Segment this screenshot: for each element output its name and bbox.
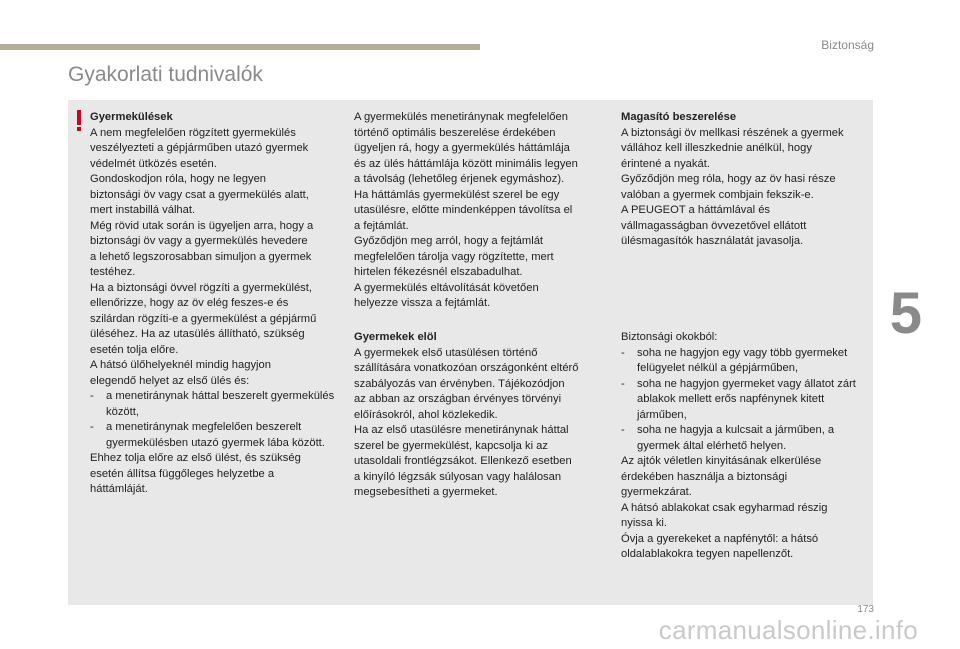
- text-line: Győződjön meg róla, hogy az öv hasi része: [621, 173, 836, 185]
- text-line: szerel be gyermekülést, kapcsolja ki az: [354, 439, 549, 452]
- text-line: Az ajtók véletlen kinyitásának elkerülése: [621, 455, 822, 467]
- text-line: vállához kell illeszkednie anélkül, hogy: [621, 142, 812, 154]
- booster-column: [621, 110, 871, 250]
- text-line: a lehető legszorosabban simuljon a gyermek: [90, 250, 312, 263]
- text-line: szállítására vonatkozóan országonként eltérő: [354, 362, 579, 374]
- text-line: valóban a gyermek combjain fekszik-e.: [621, 188, 814, 201]
- booster-heading: Magasító beszerelése: [621, 111, 737, 123]
- text-line: ülésmagasítók használatát javasolja.: [621, 235, 804, 247]
- text-line: A nem megfelelően rögzített gyermekülés: [90, 126, 296, 139]
- text-line: az abban az országban érvényes törvényi: [354, 393, 562, 405]
- bullet-text: soha ne hagyja a kulcsait a járműben, a gyermek által elérhető helyen.: [637, 424, 835, 452]
- text-line: a fejtámlát.: [354, 219, 409, 232]
- text-line: A hátsó ülőhelyeknél mindig hagyjon: [90, 359, 271, 371]
- text-line: megsebesítheti a gyermeket.: [354, 486, 498, 498]
- bullet-item: [90, 420, 340, 451]
- section-label: Biztonság: [821, 38, 874, 52]
- bullet-text: soha ne hagyjon gyermeket vagy állatot zárt ablakok mellett erős napfénynek kitett járműben,: [637, 377, 856, 421]
- safety-reasons-column: [621, 330, 871, 563]
- bullet-text: a menetiránynak háttal beszerelt gyermekülés között,: [106, 390, 335, 418]
- children-front-column: [354, 330, 604, 501]
- dash-marker: -: [90, 390, 94, 402]
- bullet-text: a menetiránynak megfelelően beszerelt gyermekülésben utazó gyermek lába között.: [106, 421, 325, 449]
- page-number: 173: [857, 604, 874, 615]
- text-line: A PEUGEOT a háttámlával és: [621, 204, 771, 216]
- text-line: hirtelen fékezésnél elszabadulhat.: [354, 266, 523, 278]
- bullet-item: [621, 423, 871, 454]
- text-line: Óvja a gyerekeket a napfénytől: a hátsó: [621, 532, 819, 545]
- text-line: Ha a biztonsági övvel rögzíti a gyermekülést,: [90, 281, 312, 294]
- text-line: veszélyezteti a gépjárműben utazó gyermek: [90, 142, 309, 154]
- text-line: érdekében használja a biztonsági: [621, 470, 788, 483]
- warning-exclamation-icon: [74, 110, 84, 132]
- bullet-item: [621, 346, 871, 377]
- dash-marker: -: [621, 424, 625, 436]
- text-line: szabályozás van érvényben. Tájékozódjon: [354, 377, 565, 390]
- text-line: a kinyíló légzsák súlyosan vagy halálosan: [354, 470, 562, 483]
- bullet-text: soha ne hagyjon egy vagy több gyermeket felügyelet nélkül a gépjárműben,: [637, 346, 848, 374]
- bullet-item: [90, 389, 340, 420]
- safety-intro: Biztonsági okokból:: [621, 331, 718, 343]
- text-line: esetén tolja előre.: [90, 343, 179, 356]
- text-line: Győződjön meg arról, hogy a fejtámlát: [354, 235, 544, 247]
- text-line: Még rövid utak során is ügyeljen arra, hogy a: [90, 219, 314, 232]
- text-line: Ehhez tolja előre az első ülést, és szükség: [90, 452, 301, 464]
- header-accent-bar: [0, 44, 480, 50]
- text-line: Ha háttámlás gyermekülést szerel be egy: [354, 188, 560, 201]
- text-line: esetén állítsa függőleges helyzetbe a: [90, 467, 275, 480]
- text-line: mert instabillá válhat.: [90, 204, 196, 216]
- text-line: oldalablakokra tegyen napellenzőt.: [621, 548, 794, 560]
- bullet-item: [621, 377, 871, 424]
- text-line: történő optimális beszerelése érdekében: [354, 126, 556, 139]
- text-line: üléséhez. Ha az utasülés állítható, szükség: [90, 328, 305, 340]
- text-line: Gondoskodjon róla, hogy ne legyen: [90, 173, 267, 185]
- text-line: testéhez.: [90, 266, 136, 278]
- child-seats-heading: Gyermekülések: [90, 111, 173, 123]
- text-line: a távolság (lehetőleg érjenek egymáshoz).: [354, 173, 565, 185]
- text-line: előírásokról, ahol közlekedik.: [354, 408, 498, 421]
- text-line: biztonsági öv vagy csat a gyermekülés alatt,: [90, 188, 309, 201]
- text-line: védelmét ütközés esetén.: [90, 157, 217, 170]
- text-line: ellenőrizze, hogy az öv elég feszes-e és: [90, 297, 289, 309]
- text-line: A gyermekek első utasülésen történő: [354, 346, 538, 359]
- text-line: utasülésre, előtte mindenképpen távolítsa el: [354, 204, 573, 216]
- text-line: A biztonsági öv mellkasi részének a gyermek: [621, 126, 844, 139]
- dash-marker: -: [621, 346, 625, 359]
- text-line: és az ülés háttámlája között minimális legyen: [354, 157, 578, 170]
- text-line: elegendő helyet az első ülés és:: [90, 374, 250, 387]
- text-line: A hátsó ablakokat csak egyharmad részig: [621, 501, 828, 514]
- dash-marker: -: [90, 421, 94, 433]
- text-line: A gyermekülés menetiránynak megfelelően: [354, 111, 568, 123]
- text-line: helyezze vissza a fejtámlát.: [354, 297, 491, 309]
- text-line: utasoldali frontlégzsákot. Ellenkező esetben: [354, 455, 572, 467]
- text-line: megfelelően tárolja vagy rögzítette, mert: [354, 250, 554, 263]
- text-line: ügyeljen rá, hogy a gyermekülés háttámlája: [354, 142, 570, 154]
- text-line: vállmagasságban övvezetővel ellátott: [621, 219, 807, 232]
- text-line: Ha az első utasülésre menetiránynak háttal: [354, 424, 569, 436]
- seat-installation-column: [354, 110, 604, 312]
- text-line: biztonsági öv vagy a gyermekülés hevedere: [90, 235, 308, 247]
- page-title: Gyakorlati tudnivalók: [68, 63, 263, 86]
- children-front-heading: Gyermekek elöl: [354, 331, 437, 343]
- text-line: nyissa ki.: [621, 517, 668, 529]
- dash-marker: -: [621, 377, 625, 390]
- child-seats-column: [90, 110, 340, 498]
- text-line: A gyermekülés eltávolítását követően: [354, 281, 539, 294]
- text-line: érintené a nyakát.: [621, 157, 710, 170]
- chapter-number: 5: [889, 281, 922, 346]
- watermark-text: carmanualsonline.info: [658, 615, 918, 645]
- text-line: háttámláját.: [90, 483, 148, 495]
- text-line: szilárdan rögzíti-e a gyermekülést a gépjármű: [90, 312, 317, 325]
- text-line: gyermekzárat.: [621, 486, 692, 498]
